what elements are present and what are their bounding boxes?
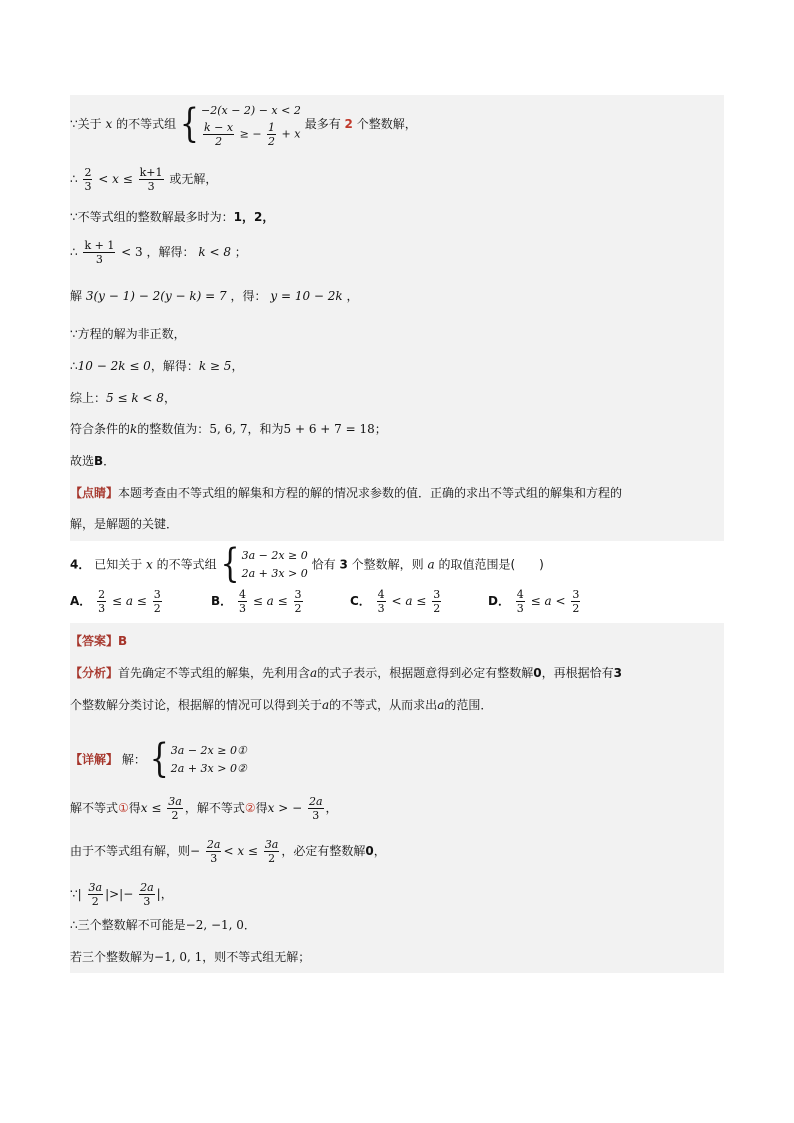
analysis-line-2: 个整数解分类讨论，根据解的情况可以得到关于a的不等式，从而求出a的范围． [70, 698, 493, 712]
text: 最多有 [304, 117, 341, 131]
detail-line-2: 解不等式①得x ≤ $\frac{3a}{2}$ ，解不等式②得x > − $\frac{2a}{3}$ ， [70, 795, 338, 822]
detail-line-6: 若三个整数解为−1, 0, 1，则不等式组无解； [70, 950, 311, 964]
math: < x ≤ [98, 172, 133, 186]
inequality-system [180, 101, 301, 148]
text: ∵关于 [70, 117, 102, 131]
var-x: x [105, 117, 113, 131]
solution-line-4: ∴ $\frac{k + 1}{3}$ < 3 ，解得： k < 8 ； [70, 239, 247, 266]
option-a[interactable]: A． $\frac{2}{3}$ ≤ a ≤ $\frac{3}{2}$ [70, 588, 161, 615]
text: 个整数解， [356, 117, 417, 131]
fraction: $\frac{k+1}{3}$ [139, 166, 163, 193]
inequality-system: { 3a − 2x ≥ 0 2a + 3x > 0 [220, 541, 308, 588]
shade-block-1 [70, 95, 724, 541]
dianjing-line-1: 【点睛】本题考查由不等式组的解集和方程的解的情况求参数的值．正确的求出不等式组的解集和方程的 [70, 486, 623, 500]
option-d[interactable]: D． $\frac{4}{3}$ ≤ a < $\frac{3}{2}$ [488, 588, 580, 615]
answer-value: B [118, 634, 128, 648]
inequality-system: { 3a − 2x ≥ 0① 2a + 3x > 0② [149, 736, 247, 783]
brace-icon: { [179, 101, 200, 147]
dianjing-line-2: 解，是解题的关键． [70, 517, 179, 531]
answer-line [70, 633, 127, 649]
solution-line-5: 解 3(y − 1) − 2(y − k) = 7 ，得： y = 10 − 2k ， [70, 289, 359, 303]
solution-line-8: 综上：5 ≤ k < 8， [70, 391, 176, 405]
solution-line-10: 故选B． [70, 454, 116, 468]
answer-tag: 【答案】 [70, 634, 119, 648]
solution-line-2: ∴ $\frac{2}{3}$ < x ≤ $\frac{k+1}{3}$ 或无解， [70, 166, 218, 193]
detail-tag: 【详解】 [70, 752, 119, 767]
analysis-line-1: 【分析】首先确定不等式组的解集，先利用含a的式子表示，根据题意得到必定有整数解0，再根据恰有3 [70, 666, 622, 680]
detail-line-5: ∴三个整数解不可能是−2, −1, 0． [70, 918, 256, 932]
fraction: $\frac{2}{3}$ [84, 166, 92, 193]
fraction: $\frac{1}{2}$ [268, 121, 276, 148]
system-row-2: $\frac{k - x}{2}$ ≥ − $\frac{1}{2}$ + x [204, 121, 301, 148]
analysis-tag: 【分析】 [70, 666, 119, 680]
brace-icon: { [149, 736, 169, 783]
solution-line-9: 符合条件的k的整数值为：5, 6, 7，和为5 + 6 + 7 = 18； [70, 422, 387, 436]
detail-line-3: 由于不等式组有解，则− $\frac{2a}{3}$ < x ≤ $\frac{3a}{2}$ ，必定有整数解0， [70, 838, 386, 865]
brace-icon: { [220, 541, 240, 588]
fraction: $\frac{k + 1}{3}$ [84, 239, 115, 266]
solution-line-3: ∵不等式组的整数解最多时为：1，2， [70, 210, 275, 224]
solution-line-1 [70, 101, 417, 148]
solution-line-7: ∴10 − 2k ≤ 0，解得：k ≥ 5， [70, 359, 244, 373]
system-row-1: −2(x − 2) − x < 2 [201, 104, 301, 117]
option-b[interactable]: B． $\frac{4}{3}$ ≤ a ≤ $\frac{3}{2}$ [211, 588, 302, 615]
fraction: $\frac{k - x}{2}$ [204, 121, 234, 148]
question-4-stem: 4． 已知关于 x 的不等式组 { 3a − 2x ≥ 0 2a + 3x > 0 恰有 3 个整数解，则 a 的取值范围是( ) [70, 541, 544, 588]
detail-line-1: 【详解】 解： { 3a − 2x ≥ 0① 2a + 3x > 0② [70, 736, 247, 783]
solution-line-6: ∵方程的解为非正数， [70, 327, 186, 341]
text: 的不等式组 [116, 117, 177, 131]
dianjing-tag: 【点睛】 [70, 486, 119, 500]
question-number: 4． [70, 557, 91, 572]
count: 2 [344, 117, 353, 131]
detail-line-4: ∵| $\frac{3a}{2}$ |>|− $\frac{2a}{3}$ |， [70, 881, 173, 908]
option-c[interactable]: C． $\frac{4}{3}$ < a ≤ $\frac{3}{2}$ [350, 588, 441, 615]
